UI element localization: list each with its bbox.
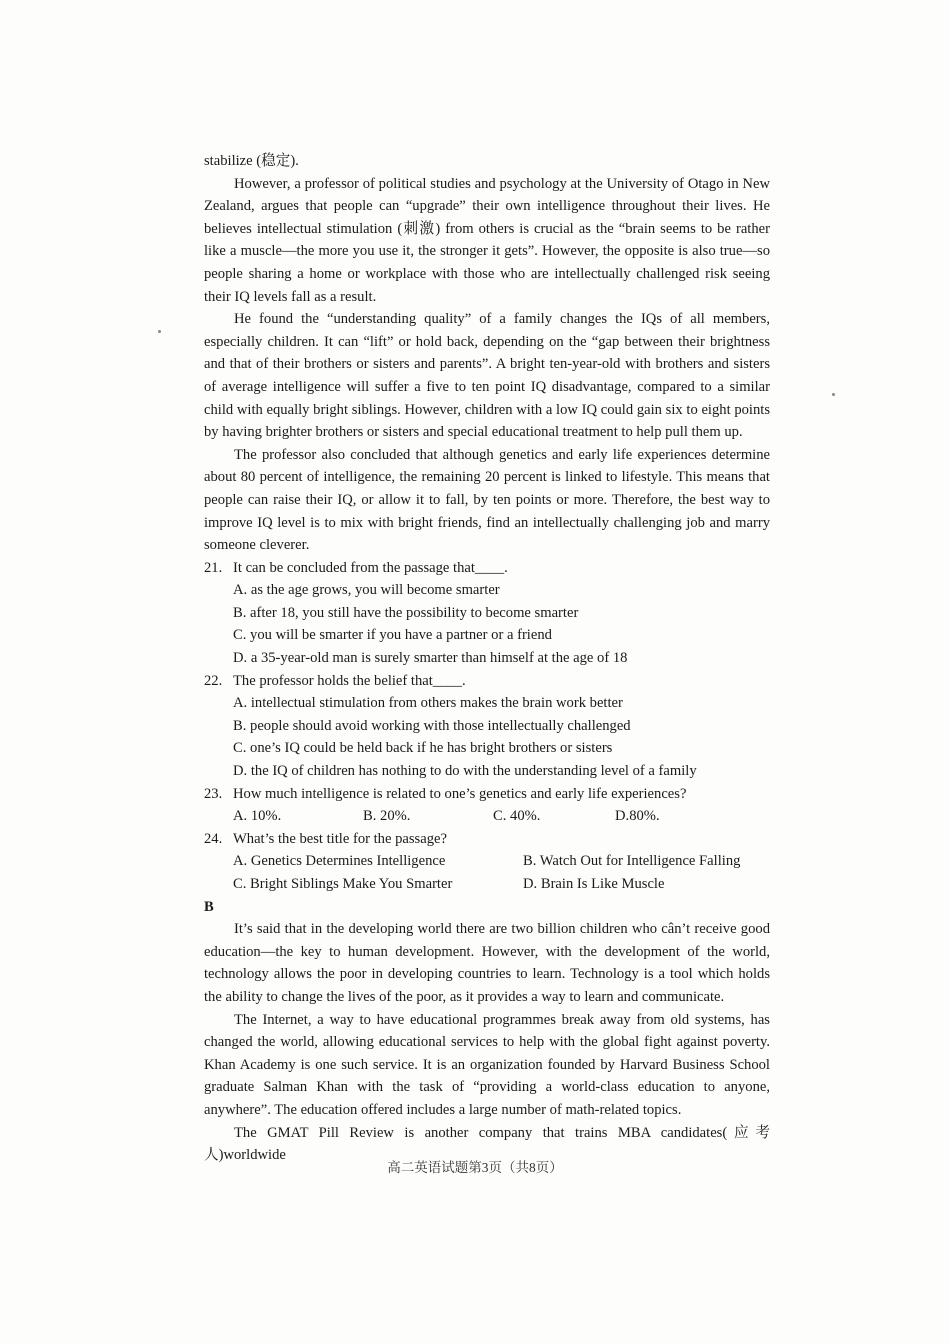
options-row: [204, 850, 770, 873]
scan-speck: [158, 330, 161, 333]
option-d: D. Brain Is Like Muscle: [523, 876, 665, 892]
option-c: C. you will be smarter if you have a partner or a friend: [233, 627, 552, 644]
passage-b-paragraph: It’s said that in the developing world there are two billion children who cân’t receive good education—the key to human development. However, with the development of the world, technology allows the poor in developing countries to learn. Technology is a tool which holds the ability to change the lives of the poor, as it provides a way to learn and communicate.: [204, 921, 770, 1005]
question-number: 24.: [204, 830, 223, 847]
section-heading: B: [204, 898, 214, 915]
passage-a-paragraph: However, a professor of political studies and psychology at the University of Otago in New Zealand, argues that people can “upgrade” their own intelligence throughout their lives. He believes intellectual stimulation (刺激) from others is crucial as the “brain seems to be rather like a muscle—the more you use it, the stronger it gets”. However, the opposite is also true—so people sharing a home or workplace with those who are intellectually challenged risk seeing their IQ levels fall as a result.: [204, 175, 770, 305]
question-22: [204, 670, 770, 693]
question-stem: What’s the best title for the passage?: [233, 830, 447, 847]
question-21: [204, 557, 770, 580]
option-b: B. people should avoid working with those intellectually challenged: [233, 717, 631, 734]
option-d: D. a 35-year-old man is surely smarter than himself at the age of 18: [233, 650, 628, 667]
scan-speck: [832, 393, 835, 396]
question-23: [204, 783, 770, 806]
question-number: 21.: [204, 559, 223, 576]
page-footer: 高二英语试题第3页（共8页）: [387, 1160, 563, 1175]
option-a: A. 10%.: [233, 808, 282, 825]
options-row: [204, 805, 770, 828]
question-number: 23.: [204, 785, 223, 802]
passage-a-fragment: stabilize (稳定).: [204, 153, 299, 169]
option-a: A. Genetics Determines Intelligence: [233, 853, 446, 870]
passage-a-paragraph: He found the “understanding quality” of a family changes the IQs of all members, especially children. It can “lift” or hold back, depending on the “gap between their brightness and that of their brothers or sisters and parents”. A bright ten-year-old with brothers and sisters of average intelligence will suffer a five to ten point IQ disadvantage, compared to a similar child with equally bright siblings. However, children with a low IQ could gain six to eight points by having brighter brothers or sisters and special educational treatment to help pull them up.: [204, 311, 770, 441]
option-c: C. Bright Siblings Make You Smarter: [233, 876, 453, 892]
option-d: D. the IQ of children has nothing to do with the understanding level of a family: [233, 763, 697, 780]
page-content: [204, 150, 770, 1167]
option-c: C. one’s IQ could be held back if he has bright brothers or sisters: [233, 740, 613, 757]
option-c: C. 40%.: [493, 808, 541, 825]
question-stem: It can be concluded from the passage that____.: [233, 559, 508, 576]
passage-b-paragraph: The Internet, a way to have educational programmes break away from old systems, has changed the world, allowing educational services to help with the global fight against poverty. Khan Academy is one such service. It is an organization founded by Harvard Business School graduate Salman Khan with the task of “providing a world-class education to anyone, anywhere”. The education offered includes a large number of math-related topics.: [204, 1011, 770, 1118]
question-24: [204, 828, 770, 851]
question-stem: The professor holds the belief that____.: [233, 672, 466, 689]
option-b: B. Watch Out for Intelligence Falling: [523, 853, 741, 870]
passage-b-paragraph: The GMAT Pill Review is another company that trains MBA candidates(应考人)worldwide: [204, 1124, 770, 1164]
option-b: B. 20%.: [363, 808, 411, 825]
question-number: 22.: [204, 672, 223, 689]
option-a: A. intellectual stimulation from others makes the brain work better: [233, 695, 623, 712]
option-a: A. as the age grows, you will become smarter: [233, 582, 500, 599]
passage-a-paragraph: The professor also concluded that although genetics and early life experiences determine about 80 percent of intelligence, the remaining 20 percent is linked to lifestyle. This means that people can raise their IQ, or allow it to fall, by ten points or more. Therefore, the best way to improve IQ level is to mix with bright friends, find an intellectually challenging job and marry someone cleverer.: [204, 446, 770, 554]
question-stem: How much intelligence is related to one’s genetics and early life experiences?: [233, 785, 687, 802]
option-d: D.80%.: [615, 808, 660, 825]
option-b: B. after 18, you still have the possibility to become smarter: [233, 604, 579, 621]
options-row: [204, 873, 770, 896]
